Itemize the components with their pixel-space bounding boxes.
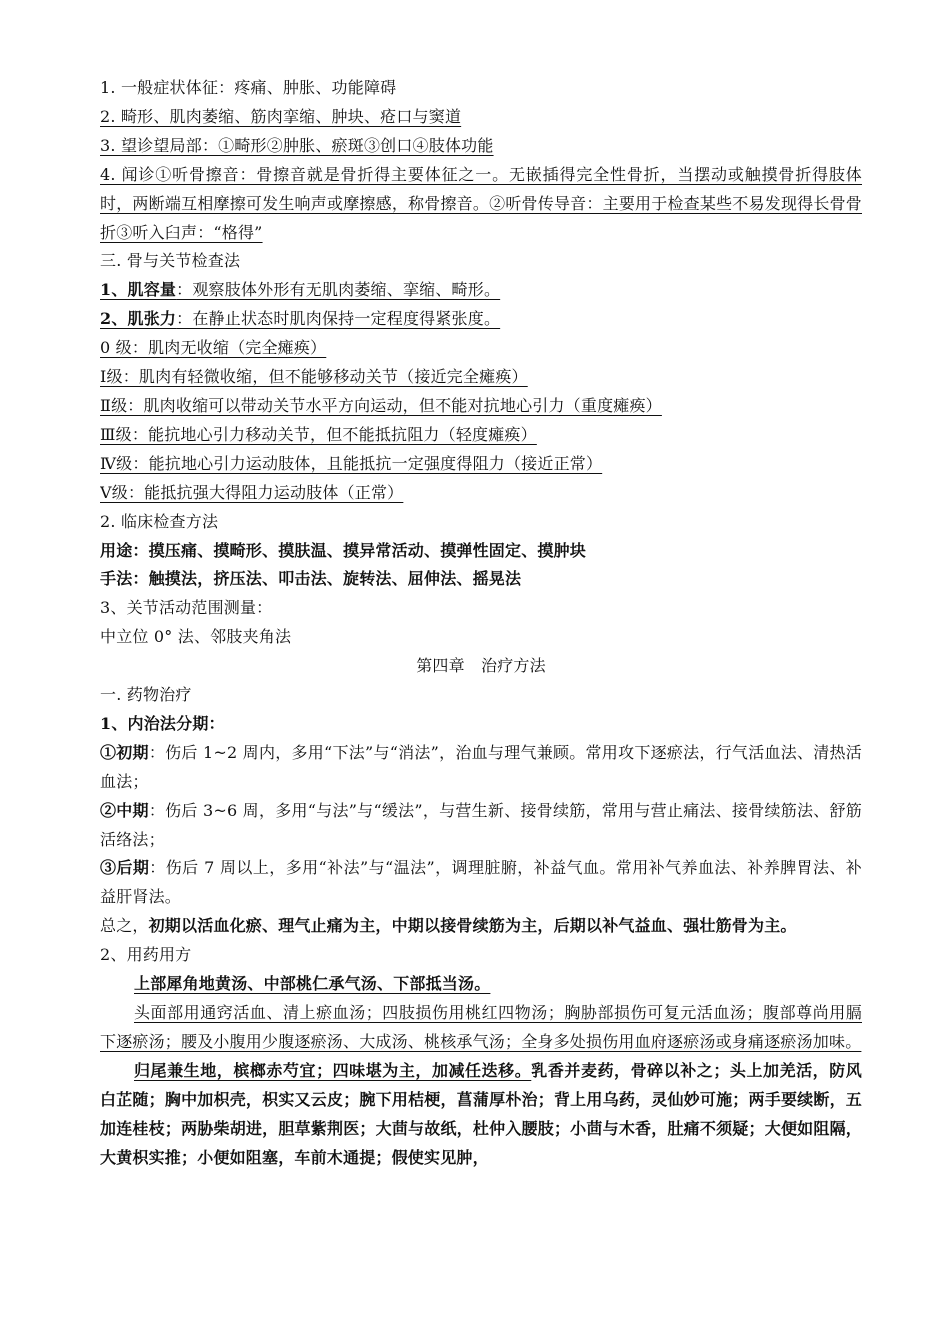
paragraph-text: ：伤后 3~6 周，多用“与法”与“缓法”，与营生新、接骨续筋，常用与营止痛法、接骨续筋法、舒筋活络法； [100,800,862,849]
grade-line [100,334,862,363]
text-line [100,132,862,161]
heading-text: 三. 骨与关节检查法 [100,251,241,271]
chapter-title [100,652,862,681]
line-text: 1. 一般症状体征：疼痛、肿胀、功能障碍 [100,78,397,97]
line-text: 1、内治法分期： [100,713,225,733]
text-line [100,594,862,623]
term-text: ：观察肢体外形有无肌肉萎缩、挛缩、畸形。 [176,280,501,300]
grade-text: Ⅰ级：肌肉有轻微收缩，但不能够移动关节（接近完全瘫痪） [100,367,528,387]
summary-prefix: 总之， [100,916,149,936]
grade-text: Ⅴ级：能抵抗强大得阻力运动肢体（正常） [100,482,404,502]
line-text: 用途：摸压痛、摸畸形、摸肤温、摸异常活动、摸弹性固定、摸肿块 [100,540,587,560]
text-line [100,941,862,970]
text-line [100,74,862,103]
text-line [100,276,862,305]
stage-label: ②中期 [100,800,149,820]
grade-line [100,392,862,421]
paragraph-text: ：伤后 7 周以上，多用“补法”与“温法”，调理脏腑，补益气血。常用补气养血法、补养脾胃法、补益肝肾法。 [100,858,862,907]
paragraph-text: 4. 闻诊①听骨擦音：骨擦音就是骨折得主要体征之一。无嵌插得完全性骨折，当摆动或触摸骨折得肢体时，两断端互相摩擦可发生响声或摩擦感，称骨擦音。②听骨传导音：主要用于检查某些不易发现得长骨骨折③听入臼声：“格得” [100,164,862,242]
heading-text: 一. 药物治疗 [100,685,192,705]
paragraph [100,797,862,855]
term-label: 2、肌张力 [100,309,177,329]
text-line [100,537,862,566]
paragraph-text: 头面部用通窍活血、清上瘀血汤；四肢损伤用桃红四物汤；胸胁部损伤可复元活血汤；腹部尊尚用膈下逐瘀汤；腰及小腹用少腹逐瘀汤、大成汤、桃核承气汤；全身多处损伤用血府逐瘀汤或身痛逐瘀汤加味。 [100,1003,862,1051]
grade-line [100,363,862,392]
text-line [100,623,862,652]
line-text: 上部犀角地黄汤、中部桃仁承气汤、下部抵当汤。 [134,974,491,994]
paragraph [100,854,862,912]
grade-text: 0 级：肌肉无收缩（完全瘫痪） [100,338,327,358]
text-line [100,565,862,594]
stage-label: ③后期 [100,858,150,878]
term-text: ：在静止状态时肌肉保持一定程度得紧张度。 [176,309,501,329]
line-text: 3、关节活动范围测量： [100,598,273,618]
grade-line [100,479,862,508]
line-text: 2. 临床检查方法 [100,511,219,531]
verse-text-underlined: 归尾兼生地，槟榔赤芍宜；四味堪为主，加减任迭移。 [134,1060,532,1080]
text-line [100,103,862,132]
line-text: 手法：触摸法，挤压法、叩击法、旋转法、屈伸法、摇晃法 [100,569,522,589]
text-line [100,508,862,537]
section-heading [100,681,862,710]
chapter-title-text: 第四章 治疗方法 [416,656,546,676]
grade-line [100,421,862,450]
text-line [100,710,862,739]
line-text: 中立位 0° 法、邻肢夹角法 [100,627,292,647]
paragraph [100,999,862,1057]
paragraph [100,161,862,248]
paragraph-text: ：伤后 1~2 周内，多用“下法”与“消法”，治血与理气兼顾。常用攻下逐瘀法，行气活血法、清热活血法； [100,742,862,791]
text-line [100,305,862,334]
summary-text: 初期以活血化瘀、理气止痛为主，中期以接骨续筋为主，后期以补气益血、强壮筋骨为主。 [148,916,797,936]
document-body [100,74,862,1172]
section-heading [100,247,862,276]
line-text: 3. 望诊望局部：①畸形②肿胀、瘀斑③创口④肢体功能 [100,135,494,155]
grade-text: Ⅳ级：能抗地心引力运动肢体，且能抵抗一定强度得阻力（接近正常） [100,453,603,473]
grade-text: Ⅲ级：能抗地心引力移动关节，但不能抵抗阻力（轻度瘫痪） [100,424,537,444]
grade-text: Ⅱ级：肌肉收缩可以带动关节水平方向运动，但不能对抗地心引力（重度瘫痪） [100,395,662,415]
text-line [100,970,862,999]
verse-text: 乳香并麦药，骨碎以补之；头上加羌活，防风白芷随；胸中加枳壳，枳实又云皮；腕下用桔梗，菖蒲厚朴治；背上用乌药，灵仙妙可施；两手要续断，五加连桂枝；两胁柴胡进，胆草紫荆医；大茴与故纸，杜仲入腰肢；小茴与木香，肚痛不须疑；大便如阻隔，大黄枳实推；小便如阻塞，车前木通提；假使实见肿， [100,1060,862,1167]
term-label: 1、肌容量 [100,280,177,300]
grade-line [100,450,862,479]
paragraph [100,912,862,941]
line-text: 2. 畸形、肌肉萎缩、筋肉挛缩、肿块、疮口与窦道 [100,106,462,126]
paragraph [100,739,862,797]
paragraph [100,1057,862,1173]
line-text: 2、用药用方 [100,945,192,965]
stage-label: ①初期 [100,742,149,762]
